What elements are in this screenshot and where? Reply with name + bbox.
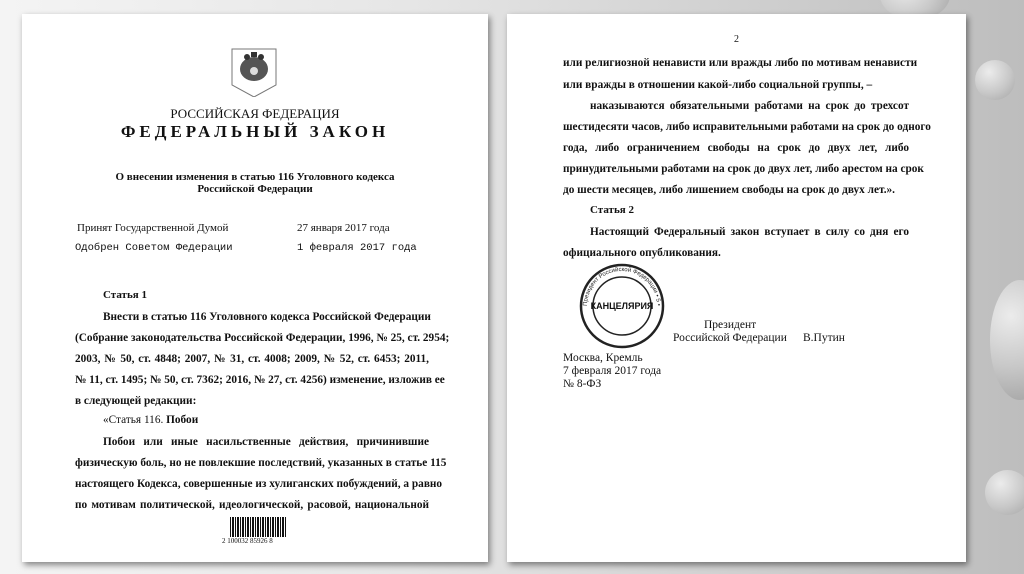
body-line: или религиозной ненависти или вражды либо по мотивам ненависти: [563, 57, 918, 69]
signing-place: Москва, Кремль: [563, 352, 643, 364]
article-116-title: Побои: [166, 414, 199, 426]
page-number: 2: [734, 34, 739, 45]
stamp-ring-text: Президент Российской Федерации • 5 •: [582, 266, 662, 307]
decorative-bubble: [975, 60, 1015, 100]
body-line: (Собрание законодательства Российской Федерации, 1996, № 25, ст. 2954;: [75, 332, 450, 344]
barcode-number: 2 100032 85926 8: [222, 537, 273, 545]
article-116-prefix: «Статья 116.: [103, 414, 164, 426]
coat-of-arms-icon: [230, 47, 278, 97]
document-type-heading: ФЕДЕРАЛЬНЫЙ ЗАКОН: [120, 122, 390, 141]
adopted-label: Принят Государственной Думой: [77, 222, 229, 234]
law-title-line: О внесении изменения в статью 116 Уголовного кодекса: [115, 171, 395, 183]
document-page-1: [22, 14, 488, 562]
law-number: № 8-ФЗ: [563, 378, 602, 390]
body-line: года, либо ограничением свободы на срок до двух лет, либо: [563, 142, 909, 154]
body-line: Побои или иные насильственные действия, причинившие: [103, 436, 429, 448]
body-line: в следующей редакции:: [75, 395, 197, 407]
body-line: Настоящий Федеральный закон вступает в силу со дня его: [590, 226, 909, 238]
body-line: Внести в статью 116 Уголовного кодекса Российской Федерации: [103, 311, 431, 323]
body-line: или вражды в отношении какой-либо социальной группы, –: [563, 79, 873, 91]
body-line: до шести месяцев, либо лишением свободы на срок до двух лет.».: [563, 184, 895, 196]
signer-name: В.Путин: [803, 332, 845, 344]
body-line: настоящего Кодекса, совершенные из хулиганских побуждений, а равно: [75, 478, 443, 490]
adopted-date: 27 января 2017 года: [297, 222, 390, 234]
signer-title-line: Президент: [704, 319, 757, 331]
barcode: [230, 517, 286, 537]
signer-title-line: Российской Федерации: [673, 332, 787, 344]
article-1-heading: Статья 1: [103, 289, 147, 301]
decorative-bubble: [985, 470, 1024, 515]
body-line: 2003, № 50, ст. 4848; 2007, № 31, ст. 4008; 2009, № 52, ст. 6453; 2011,: [75, 353, 429, 365]
body-line: принудительными работами на срок до двух лет, либо арестом на срок: [563, 163, 924, 175]
body-line: физическую боль, но не повлекшие последствий, указанных в статье 115: [75, 457, 447, 469]
approved-label: Одобрен Советом Федерации: [75, 242, 233, 254]
body-line: шестидесяти часов, либо исправительными работами на срок до одного: [563, 121, 931, 133]
official-stamp: [579, 263, 665, 349]
body-line: № 11, ст. 1495; № 50, ст. 7362; 2016, № 27, ст. 4256) изменение, изложив ее: [75, 374, 445, 386]
body-line: наказываются обязательными работами на срок до трехсот: [590, 100, 909, 112]
body-line: по мотивам политической, идеологической, расовой, национальной: [75, 499, 429, 511]
country-heading: РОССИЙСКАЯ ФЕДЕРАЦИЯ: [170, 106, 340, 121]
body-line: официального опубликования.: [563, 247, 721, 259]
approved-date: 1 февраля 2017 года: [297, 242, 417, 254]
article-116-heading: [103, 414, 198, 426]
signing-date: 7 февраля 2017 года: [563, 365, 662, 377]
decorative-bubble: [990, 280, 1024, 400]
law-title-line: Российской Федерации: [197, 183, 313, 195]
document-page-2: [507, 14, 966, 562]
article-2-heading: Статья 2: [590, 204, 634, 216]
stamp-center-text: КАНЦЕЛЯРИЯ: [590, 301, 654, 311]
